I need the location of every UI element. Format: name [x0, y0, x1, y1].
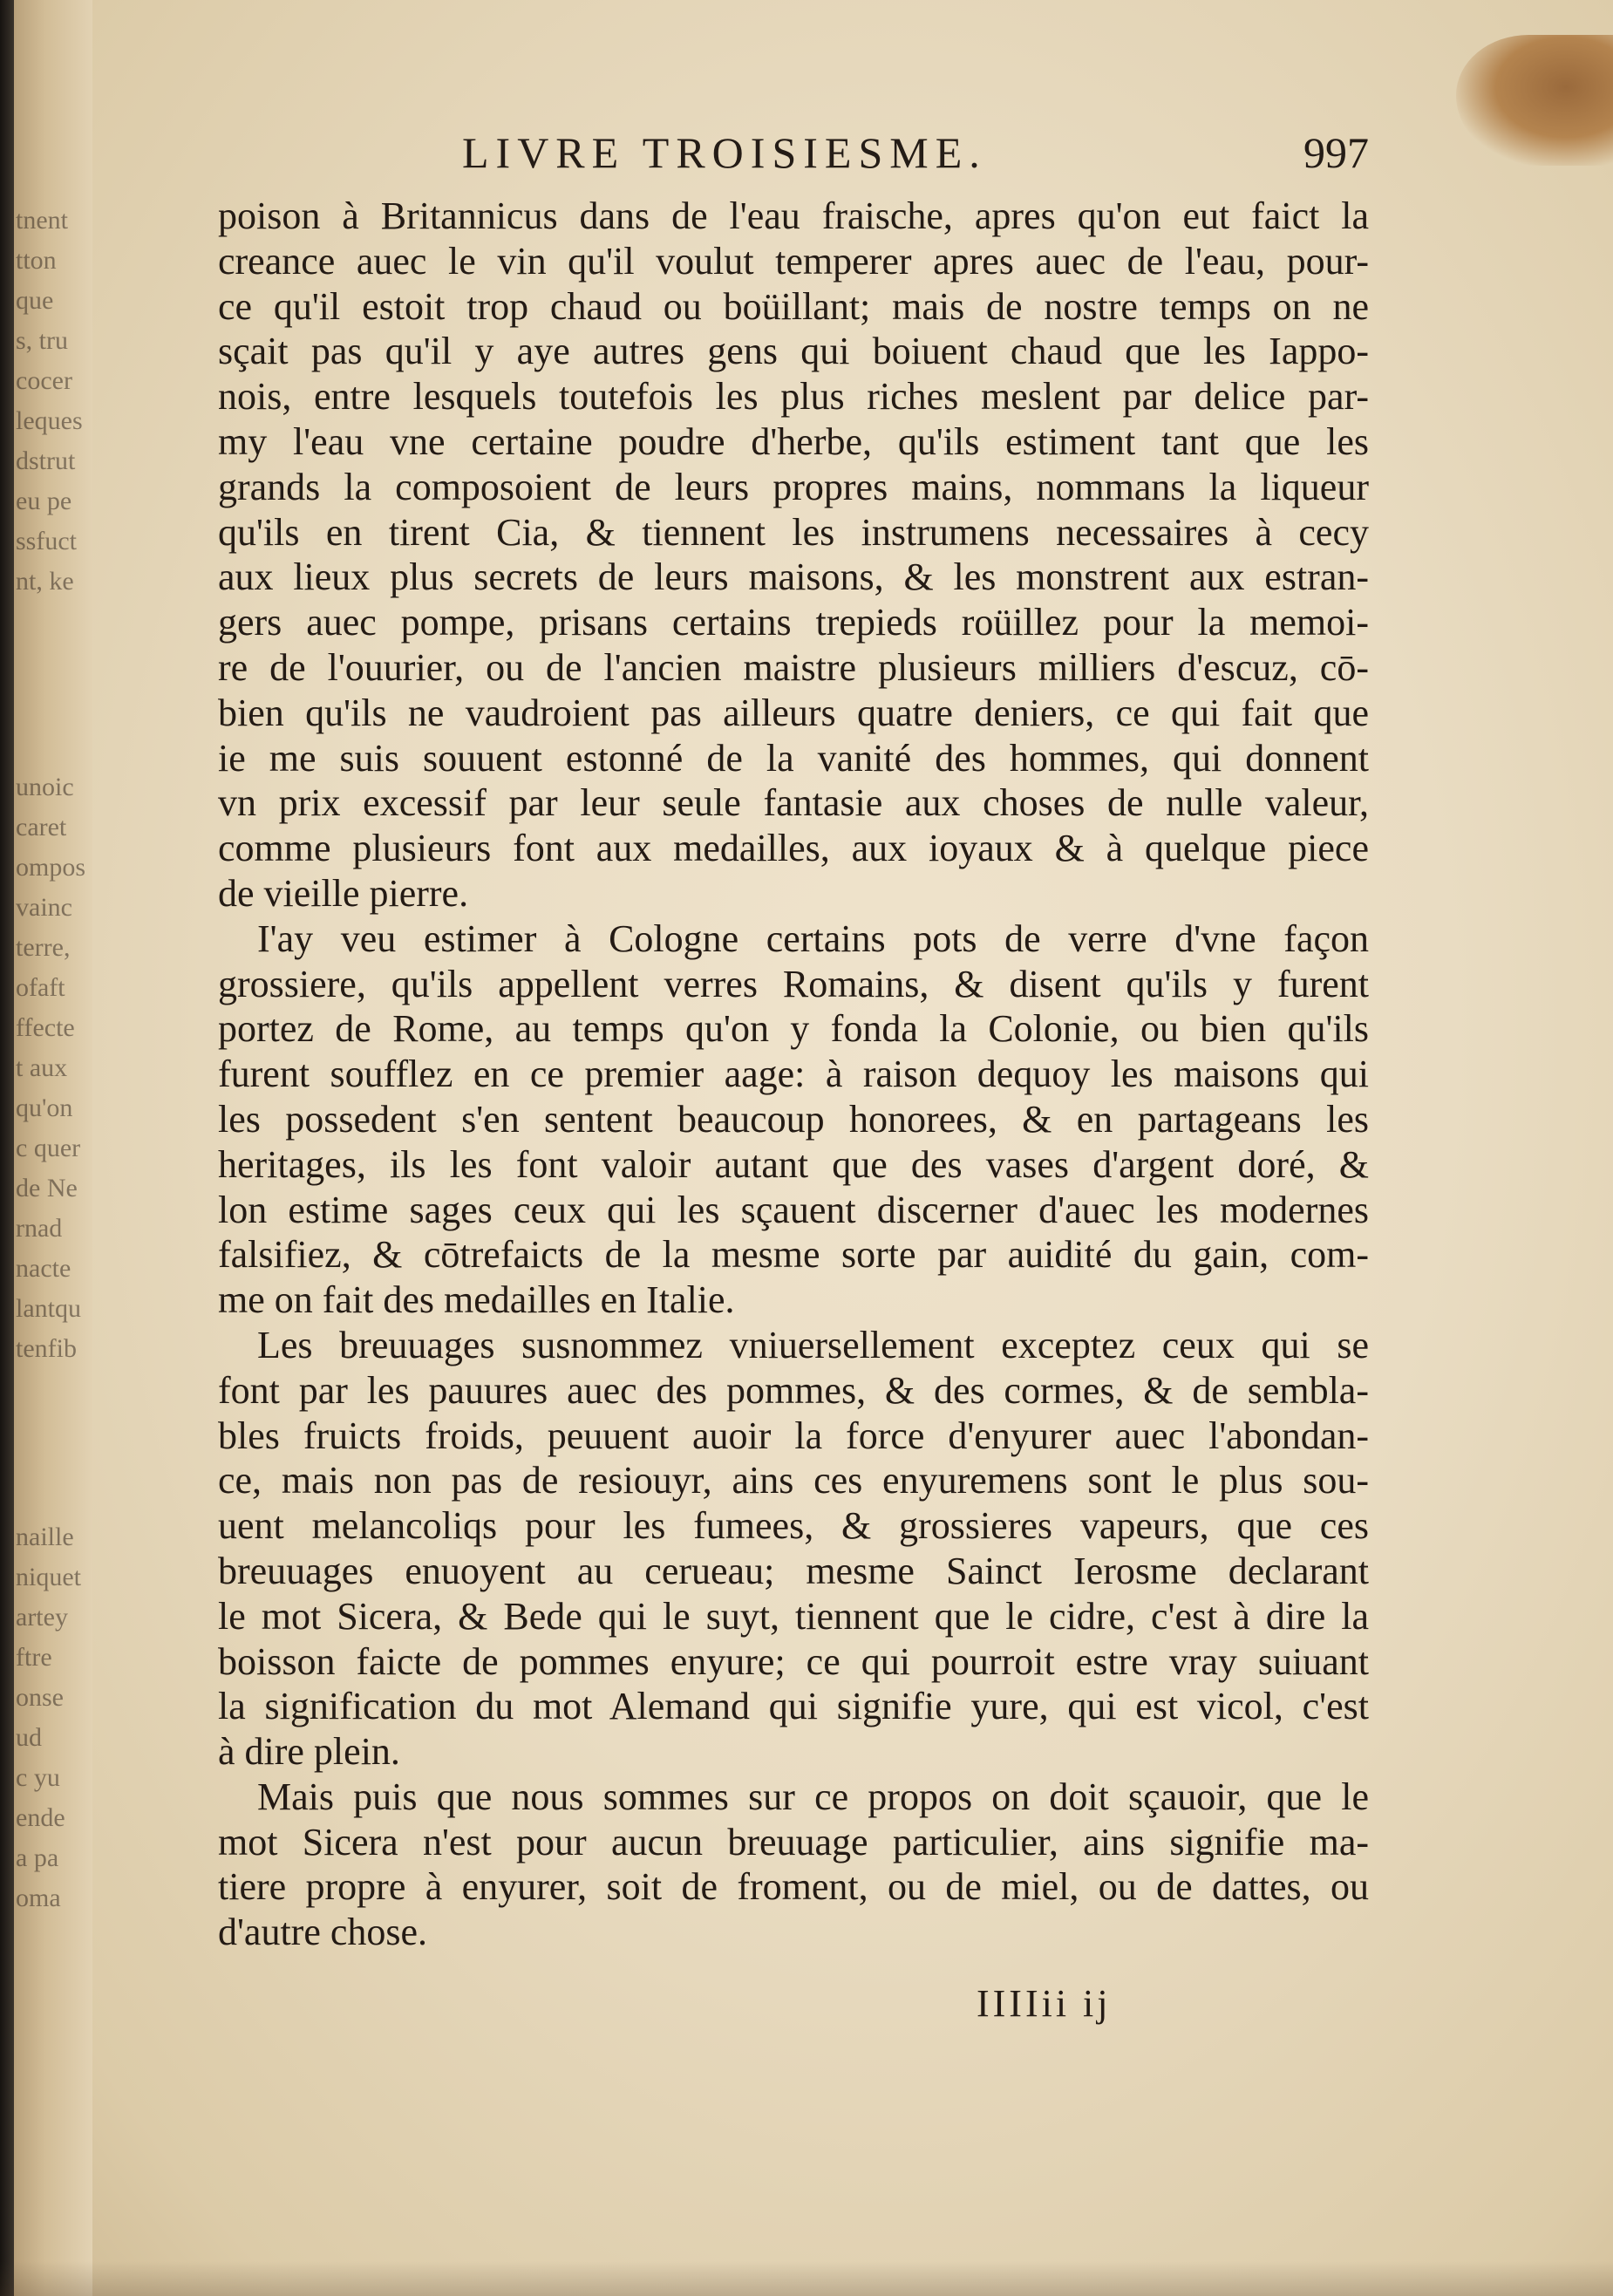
bleed-fragment: ffecte — [16, 1013, 75, 1042]
bleed-fragment: oma — [16, 1884, 61, 1912]
text-line: creance auec le vin qu'il voulut temperer apres auec de l'eau, pour- — [218, 239, 1369, 283]
text-line: Les breuuages susnommez vniuersellement exceptez ceux qui se — [257, 1323, 1369, 1366]
text-line: d'autre chose. — [218, 1911, 428, 1954]
text-line: les possedent s'en sentent beaucoup honorees, & en partageans les — [218, 1097, 1369, 1141]
text-line: sçait pas qu'il y aye autres gens qui boiuent chaud que les Iappo- — [218, 330, 1369, 373]
bleed-fragment: unoic — [16, 773, 74, 801]
gutter-bleed-through — [14, 0, 92, 2296]
bleed-fragment: cocer — [16, 366, 72, 395]
bleed-fragment: nacte — [16, 1254, 71, 1283]
text-line: gers auec pompe, prisans certains trepieds roüillez pour la memoi- — [218, 601, 1369, 644]
bleed-fragment: ssfuct — [16, 527, 77, 555]
bleed-fragment: onse — [16, 1683, 64, 1712]
bleed-fragment: ud — [16, 1723, 42, 1752]
book-binding — [0, 0, 14, 2296]
bleed-fragment: leques — [16, 406, 83, 435]
bleed-fragment: eu pe — [16, 487, 72, 515]
bleed-fragment: ende — [16, 1803, 65, 1832]
text-line: furent soufflez en ce premier aage: à raison dequoy les maisons qui — [218, 1053, 1369, 1096]
bleed-fragment: artey — [16, 1603, 68, 1632]
bleed-fragment: vainc — [16, 893, 72, 922]
text-line: boisson faicte de pommes enyure; ce qui pourroit estre vray suiuant — [218, 1639, 1369, 1683]
bleed-fragment: ftre — [16, 1643, 52, 1672]
text-line: bles fruicts froids, peuuent auoir la force d'enyurer auec l'abondan- — [218, 1414, 1369, 1457]
bleed-fragment: ompos — [16, 853, 86, 882]
page-header — [218, 127, 1369, 188]
bleed-through-block-2 — [16, 767, 92, 1369]
text-line: comme plusieurs font aux medailles, aux ioyaux & à quelque piece — [218, 827, 1369, 870]
paper-stain — [1456, 35, 1613, 166]
text-line: le mot Sicera, & Bede qui le suyt, tiennent que le cidre, c'est à dire la — [218, 1594, 1369, 1638]
text-line: ce, mais non pas de resiouyr, ains ces enyuremens sont le plus sou- — [218, 1459, 1369, 1502]
text-line: me on fait des medailles en Italie. — [218, 1278, 735, 1322]
bleed-fragment: qu'on — [16, 1093, 73, 1122]
bleed-fragment: t aux — [16, 1053, 68, 1082]
bleed-fragment: tenfib — [16, 1334, 77, 1363]
text-line: Mais puis que nous sommes sur ce propos on doit sçauoir, que le — [257, 1775, 1369, 1818]
signature-mark: IIIIii ij — [977, 1982, 1112, 2025]
bleed-fragment: tnent — [16, 206, 68, 235]
bleed-fragment: caret — [16, 813, 67, 841]
bleed-fragment: tton — [16, 246, 57, 275]
text-line: nois, entre lesquels toutefois les plus riches meslent par delice par- — [218, 375, 1369, 419]
bleed-fragment: rnad — [16, 1214, 63, 1243]
bleed-fragment: nt, ke — [16, 567, 74, 596]
text-line: aux lieux plus secrets de leurs maisons, & les monstrent aux estran- — [218, 555, 1369, 599]
text-line: grossiere, qu'ils appellent verres Romains, & disent qu'ils y furent — [218, 962, 1369, 1005]
page-bottom-edge — [0, 2261, 1613, 2296]
bleed-fragment: niquet — [16, 1563, 81, 1591]
bleed-through-block-3 — [16, 1517, 92, 1918]
text-line: ie me suis souuent estonné de la vanité des hommes, qui donnent — [218, 736, 1369, 780]
bleed-fragment: lantqu — [16, 1294, 81, 1323]
text-line: tiere propre à enyurer, soit de froment, ou de miel, ou de dattes, ou — [218, 1865, 1369, 1909]
text-line: à dire plein. — [218, 1730, 400, 1774]
bleed-fragment: que — [16, 286, 54, 315]
text-line: font par les pauures auec des pommes, & des cormes, & de sembla- — [218, 1368, 1369, 1412]
bleed-fragment: ofaft — [16, 973, 65, 1002]
bleed-fragment: a pa — [16, 1843, 59, 1872]
bleed-through-block-1 — [16, 201, 92, 602]
text-line: poison à Britannicus dans de l'eau fraische, apres qu'on eut faict la — [218, 194, 1369, 237]
text-line: re de l'ouurier, ou de l'ancien maistre plusieurs milliers d'escuz, cō- — [218, 645, 1369, 689]
bleed-fragment: c yu — [16, 1763, 60, 1792]
text-line: qu'ils en tirent Cia, & tiennent les instrumens necessaires à cecy — [218, 510, 1369, 554]
bleed-fragment: de Ne — [16, 1174, 78, 1203]
bleed-fragment: naille — [16, 1523, 74, 1551]
page-number: 997 — [1303, 128, 1369, 177]
text-line: mot Sicera n'est pour aucun breuuage particulier, ains signifie ma- — [218, 1820, 1369, 1863]
text-line: vn prix excessif par leur seule fantasie aux choses de nulle valeur, — [218, 781, 1369, 825]
text-line: my l'eau vne certaine poudre d'herbe, qu'ils estiment tant que les — [218, 419, 1369, 463]
text-line: ce qu'il estoit trop chaud ou boüillant; mais de nostre temps on ne — [218, 284, 1369, 328]
running-title: LIVRE TROISIESME. — [462, 128, 987, 177]
text-line: breuuages enuoyent au cerueau; mesme Sainct Ierosme declarant — [218, 1549, 1369, 1592]
text-line: lon estime sages ceux qui les sçauent discerner d'auec les modernes — [218, 1188, 1369, 1231]
text-line: uent melancoliqs pour les fumees, & grossieres vapeurs, que ces — [218, 1504, 1369, 1548]
text-line: portez de Rome, au temps qu'on y fonda la Colonie, ou bien qu'ils — [218, 1007, 1369, 1051]
text-line: falsifiez, & cōtrefaicts de la mesme sorte par auidité du gain, com- — [218, 1233, 1369, 1277]
body-text — [218, 194, 1369, 1955]
bleed-fragment: s, tru — [16, 326, 68, 355]
text-line: heritages, ils les font valoir autant que des vases d'argent doré, & — [218, 1142, 1369, 1186]
text-line: la signification du mot Alemand qui signifie yure, qui est vicol, c'est — [218, 1685, 1369, 1728]
text-line: I'ay veu estimer à Cologne certains pots de verre d'vne façon — [257, 916, 1369, 960]
bleed-fragment: dstrut — [16, 446, 76, 475]
bleed-fragment: c quer — [16, 1134, 81, 1162]
text-line: bien qu'ils ne vaudroient pas ailleurs quatre deniers, ce qui fait que — [218, 691, 1369, 734]
bleed-fragment: terre, — [16, 933, 71, 962]
text-line: grands la composoient de leurs propres mains, nommans la liqueur — [218, 465, 1369, 508]
text-line: de vieille pierre. — [218, 871, 469, 915]
